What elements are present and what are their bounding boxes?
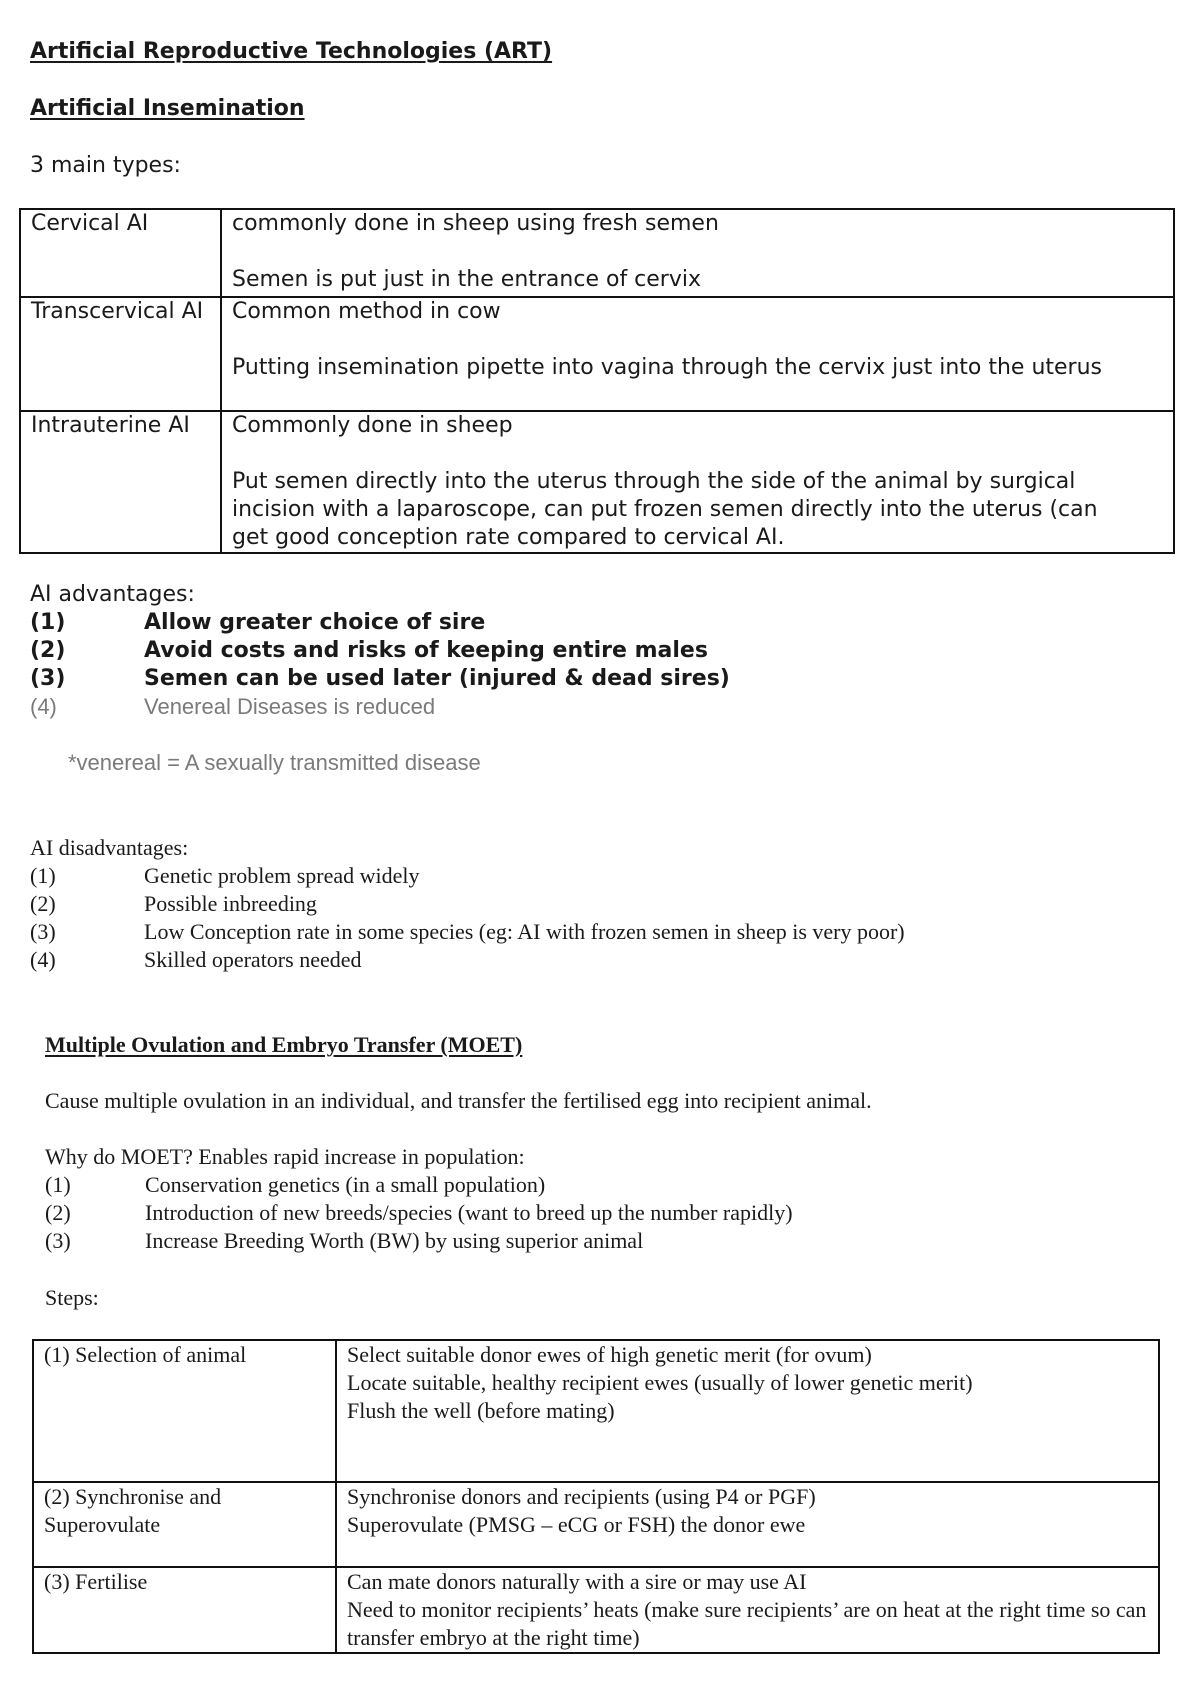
description-line: Flush the well (before mating) bbox=[347, 1398, 615, 1423]
list-item: (3) Semen can be used later (injured & dead sires) bbox=[30, 666, 730, 691]
list-item: (1) Genetic problem spread widely bbox=[30, 863, 420, 888]
disadvantages-label: AI disadvantages: bbox=[30, 835, 189, 860]
table-row bbox=[20, 297, 1174, 411]
list-item: (3) Low Conception rate in some species (eg: AI with frozen semen in sheep is very poor) bbox=[30, 919, 905, 944]
ai-section-title: Artificial Insemination bbox=[30, 96, 305, 121]
description-line: Can mate donors naturally with a sire or may use AI bbox=[347, 1569, 807, 1594]
list-item: (2) Introduction of new breeds/species (want to breed up the number rapidly) bbox=[45, 1200, 793, 1225]
table-row bbox=[20, 411, 1174, 553]
step-name-cell: (1) Selection of animal bbox=[33, 1340, 336, 1482]
ai-type-cell: Intrauterine AI bbox=[20, 411, 221, 553]
description-line: Locate suitable, healthy recipient ewes (usually of lower genetic merit) bbox=[347, 1370, 973, 1395]
table-row bbox=[33, 1482, 1159, 1567]
table-row bbox=[33, 1567, 1159, 1653]
list-item: (2) Possible inbreeding bbox=[30, 891, 317, 916]
step-description-cell bbox=[336, 1340, 1159, 1482]
ai-description-cell bbox=[221, 411, 1174, 553]
moet-steps-table bbox=[32, 1339, 1160, 1654]
ai-types-table bbox=[19, 208, 1175, 554]
description-line: Superovulate (PMSG – eCG or FSH) the donor ewe bbox=[347, 1512, 806, 1537]
description-line: Putting insemination pipette into vagina through the cervix just into the uterus bbox=[232, 355, 1103, 380]
list-item: (3) Increase Breeding Worth (BW) by using superior animal bbox=[45, 1228, 644, 1253]
steps-label: Steps: bbox=[45, 1285, 99, 1310]
moet-why-label: Why do MOET? Enables rapid increase in population: bbox=[45, 1144, 525, 1169]
description-line: commonly done in sheep using fresh semen bbox=[232, 211, 719, 236]
moet-section-title: Multiple Ovulation and Embryo Transfer (MOET) bbox=[45, 1032, 523, 1057]
description-line: Put semen directly into the uterus through the side of the animal by surgical incision with a laparoscope, can put frozen semen directly into the uterus (can get good conception rate compared to cervical AI. bbox=[232, 469, 1098, 550]
description-line: Common method in cow bbox=[232, 299, 501, 324]
list-item: (2) Avoid costs and risks of keeping entire males bbox=[30, 638, 708, 663]
description-line: Semen is put just in the entrance of cervix bbox=[232, 267, 702, 292]
moet-definition: Cause multiple ovulation in an individual, and transfer the fertilised egg into recipient animal. bbox=[45, 1088, 872, 1113]
list-item: (1) Allow greater choice of sire bbox=[30, 610, 486, 635]
list-item: (1) Conservation genetics (in a small population) bbox=[45, 1172, 546, 1197]
step-description-cell bbox=[336, 1482, 1159, 1567]
ai-description-cell bbox=[221, 297, 1174, 411]
ai-description-cell bbox=[221, 209, 1174, 297]
ai-type-cell: Transcervical AI bbox=[20, 297, 221, 411]
step-description-cell bbox=[336, 1567, 1159, 1653]
table-row bbox=[20, 209, 1174, 297]
step-name-cell: (3) Fertilise bbox=[33, 1567, 336, 1653]
description-line: Synchronise donors and recipients (using P4 or PGF) bbox=[347, 1484, 816, 1509]
ai-types-intro: 3 main types: bbox=[30, 153, 181, 178]
description-line: Need to monitor recipients’ heats (make sure recipients’ are on heat at the right time so can transfer embryo at the right time) bbox=[347, 1597, 1147, 1650]
list-item: (4) Venereal Diseases is reduced bbox=[30, 694, 436, 719]
step-name-cell: (2) Synchronise and Superovulate bbox=[33, 1482, 336, 1567]
ai-type-cell: Cervical AI bbox=[20, 209, 221, 297]
list-item: (4) Skilled operators needed bbox=[30, 947, 362, 972]
description-line: Commonly done in sheep bbox=[232, 413, 513, 438]
document-title: Artificial Reproductive Technologies (ART) bbox=[30, 39, 553, 64]
advantages-label: AI advantages: bbox=[30, 582, 195, 607]
venereal-note: *venereal = A sexually transmitted disease bbox=[68, 750, 481, 775]
table-row bbox=[33, 1340, 1159, 1482]
description-line: Select suitable donor ewes of high genetic merit (for ovum) bbox=[347, 1342, 872, 1367]
